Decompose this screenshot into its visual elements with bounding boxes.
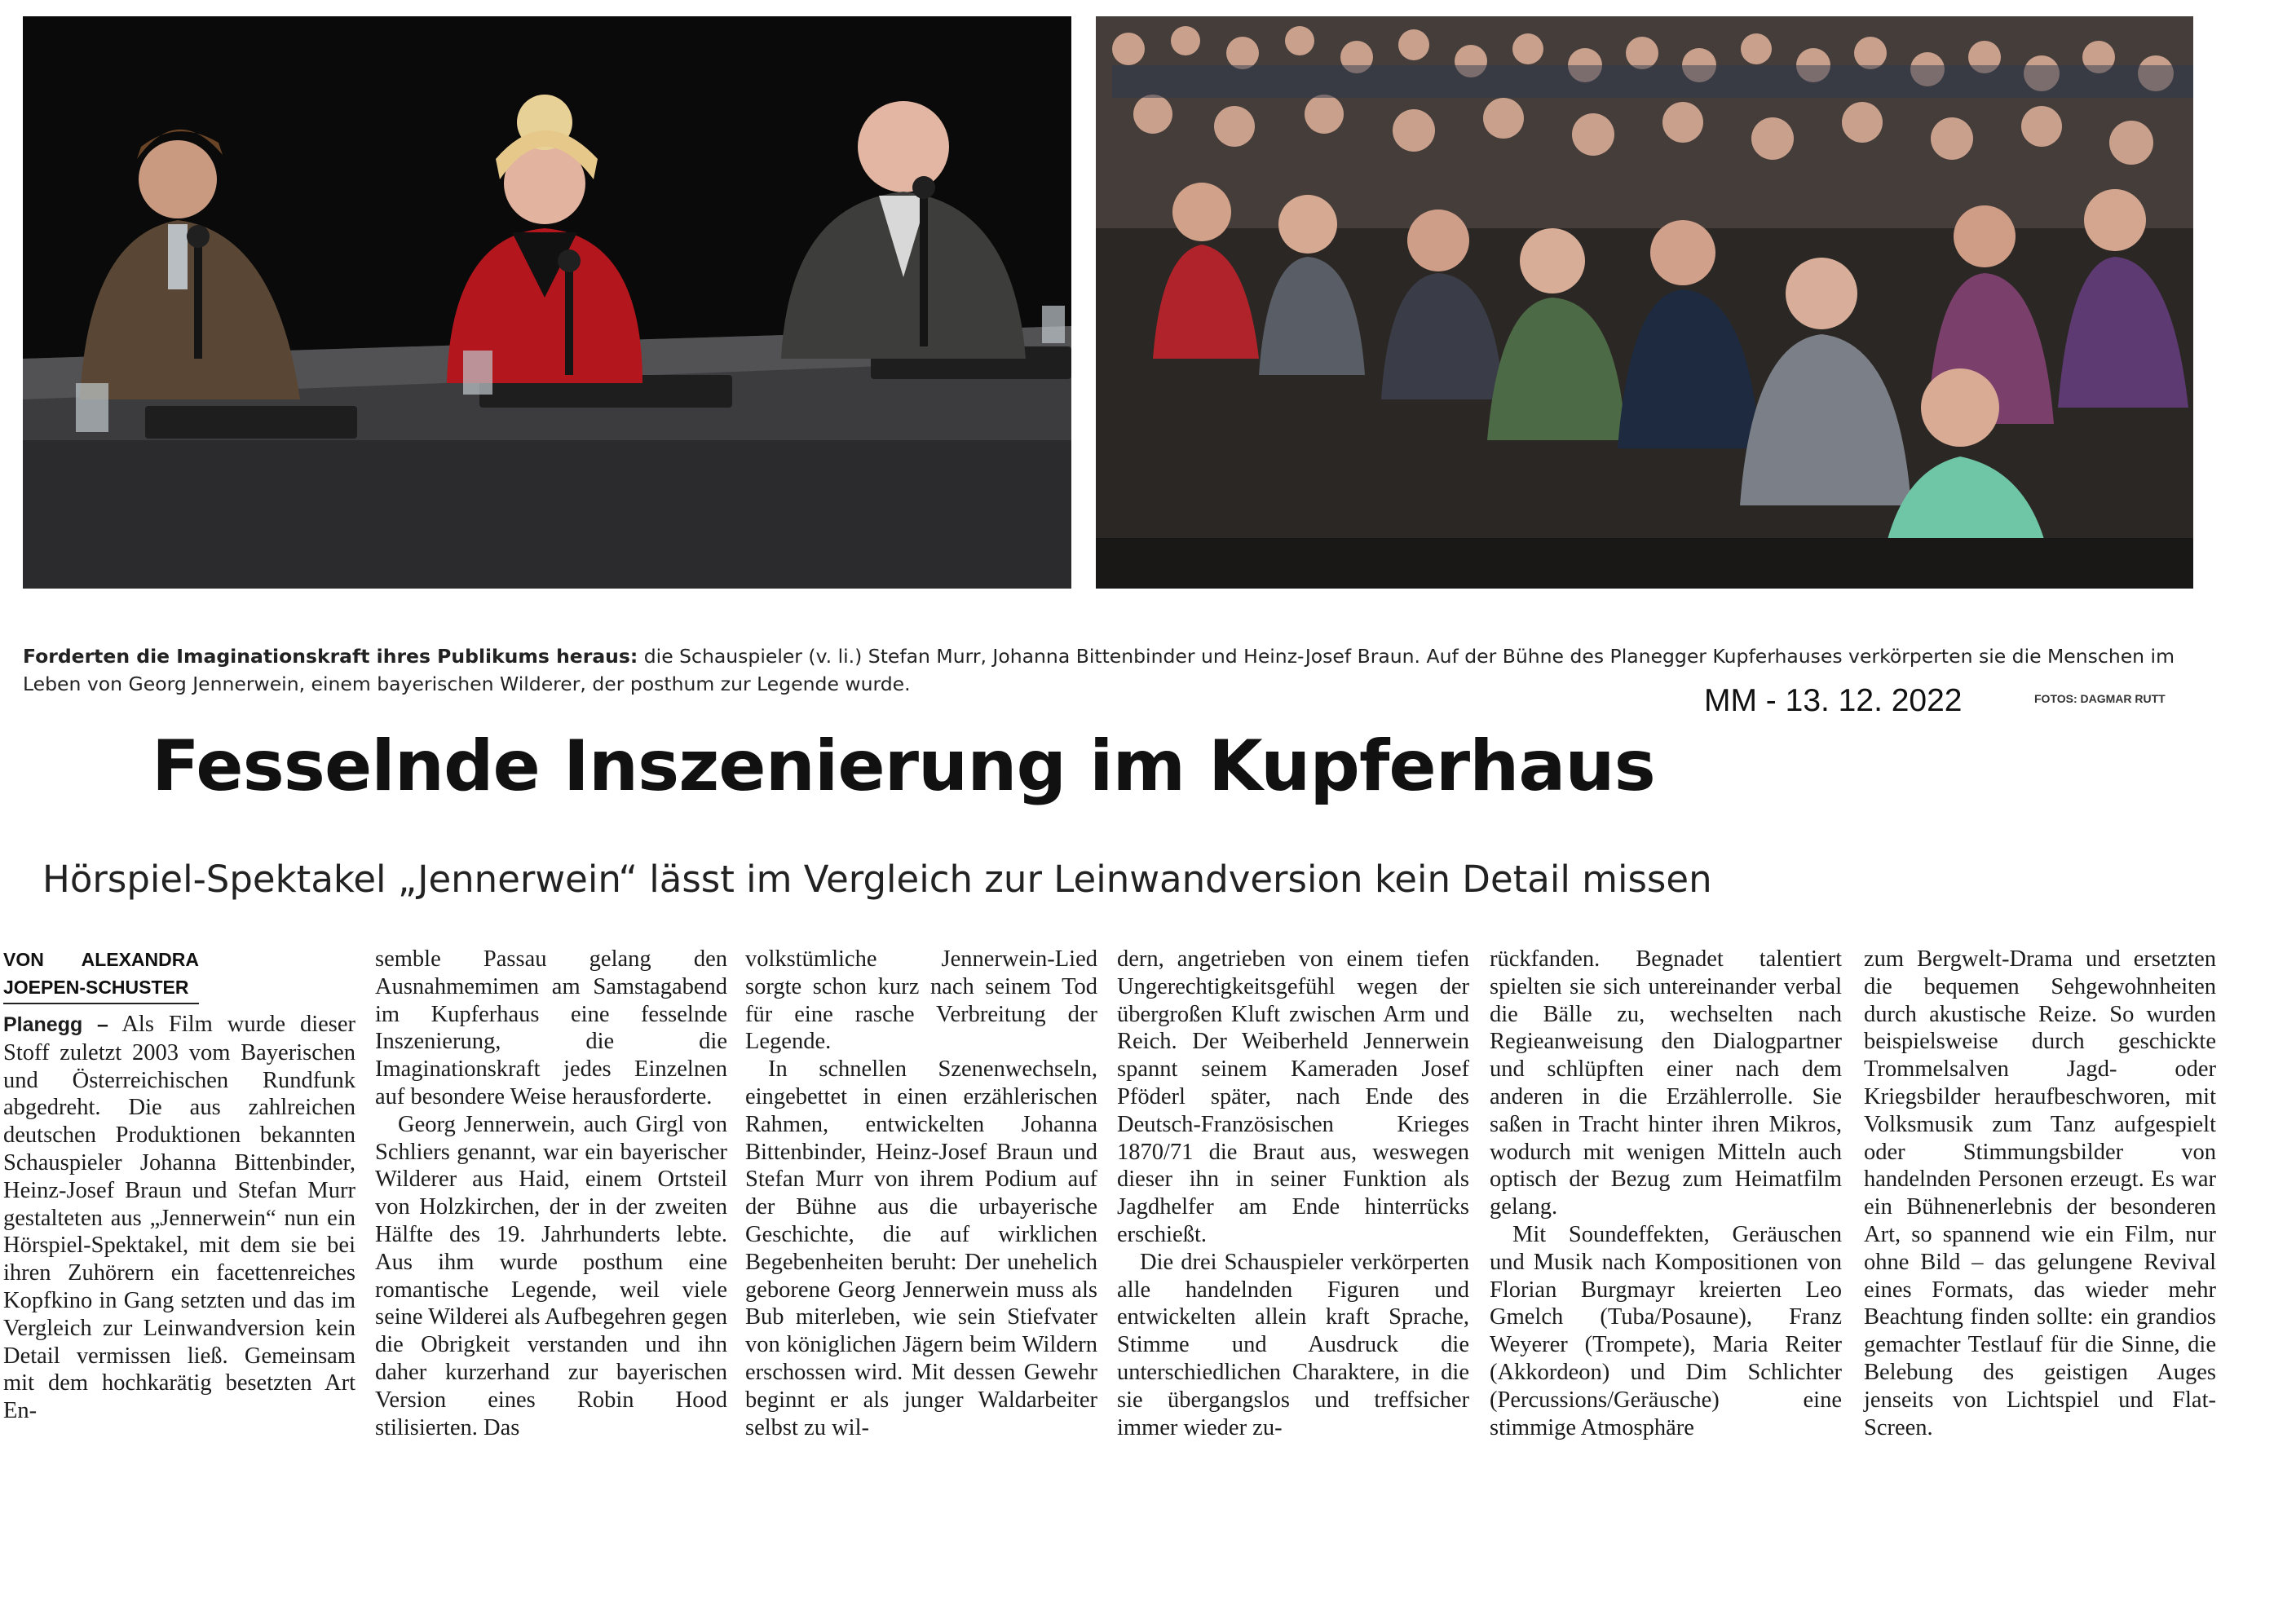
article-paragraph: In schnellen Szenenwechseln, eingebettet in einen erzählerischen Rahmen, entwickelten Johanna Bittenbinder, Heinz-Josef Braun und Stefan Murr von ihrem Podium auf der Bühne aus die urbayerische Geschichte, die auf wirklichen Begebenheiten beruht: Der unehelich geborene Georg Jennerwein muss als Bub miterleben, wie sein Stiefvater von königlichen Jägern beim Wildern erschossen wird. Mit dessen Gewehr beginnt er als junger Waldarbeiter selbst zu wil-: [745, 1056, 1097, 1440]
article-paragraph: Die drei Schauspieler verkörperten alle handelnden Figuren und entwickelten allein kraft Sprache, Stimme und Ausdruck die unterschiedlichen Charaktere, in die sie übergangslos und treffsicher immer wieder zu-: [1117, 1249, 1469, 1440]
stage-photo: [23, 16, 1071, 589]
article-paragraph: [3, 1011, 355, 1425]
article-column-1: [3, 946, 355, 1594]
article-paragraph: Georg Jennerwein, auch Girgl von Schliers genannt, war ein bayerischer Wilderer aus Haid, einem Ortsteil von Holzkirchen, der in der zweiten Hälfte des 19. Jahrhunderts lebte. Aus ihm wurde posthum eine romantische Legende, weil viele seine Wilderei als Aufbegehren gegen die Obrigkeit verstanden und ihn daher kurzerhand zur bayerischen Version eines Robin Hood stilisierten. Das: [375, 1111, 727, 1440]
article-column-3: [745, 946, 1097, 1594]
audience-photo: [1096, 16, 2193, 589]
article-paragraph: zum Bergwelt-Drama und ersetzten die bequemen Sehgewohnheiten durch akustische Reize. So wurden beispielsweise durch geschickte Trommelsalven Jagd- oder Kriegsbilder heraufbeschworen, mit Volksmusik zum Tanz aufgespielt oder Stimmungsbilder von handelnden Personen erzeugt. Es war ein Bühnenerlebnis der besonderen Art, so spannend wie ein Film, nur ohne Bild – das gelungene Revival eines Formats, das wieder mehr Beachtung finden sollte: ein grandios gemachter Testlauf für die Sinne, die Belebung des geistigen Auges jenseits von Lichtspiel und Flat-Screen.: [1864, 946, 2216, 1440]
article-paragraph: volkstümliche Jennerwein-Lied sorgte schon kurz nach seinem Tod für eine rasche Verbreitung der Legende.: [745, 946, 1097, 1055]
subheadline: Hörspiel-Spektakel „Jennerwein“ lässt im Vergleich zur Leinwandversion kein Detail missen: [42, 858, 1712, 901]
byline: VON ALEXANDRA JOEPEN-SCHUSTER: [3, 946, 199, 1004]
caption-lead: Forderten die Imaginationskraft ihres Publikums heraus:: [23, 645, 638, 668]
article-paragraph: Mit Soundeffekten, Geräuschen und Musik nach Kompositionen von Florian Burgmayr kreierten Leo Gmelch (Tuba/Posaune), Franz Weyerer (Trompete), Maria Reiter (Akkordeon) und Dim Schlichter (Percussions/Geräusche) eine stimmige Atmosphäre: [1490, 1221, 1842, 1440]
stage-illustration: [23, 16, 1071, 589]
article-paragraph: dern, angetrieben von einem tiefen Ungerechtigkeitsgefühl wegen der übergroßen Kluft zwischen Arm und Reich. Der Weiberheld Jennerwein spannt seinem Kameraden Josef Pföderl später, nach Ende des Deutsch-Französischen Krieges 1870/71 die Braut aus, weswegen dieser ihn in seiner Funktion als Jagdhelfer am Ende hinterrücks erschießt.: [1117, 946, 1469, 1247]
photo-credit: FOTOS: DAGMAR RUTT: [2034, 692, 2166, 705]
article-column-6: [1864, 946, 2216, 1594]
article-column-5: [1490, 946, 1842, 1594]
article-paragraph: rückfanden. Begnadet talentiert spielten sie sich untereinander verbal die Bälle zu, wechselten nach Regieanweisung den Dialogpartner und schlüpften einer nach dem anderen in die Erzählerrolle. Sie saßen in Tracht hinter ihren Mikros, wodurch mit wenigen Mitteln auch optisch der Bezug zum Heimatfilm gelang.: [1490, 946, 1842, 1220]
audience-illustration: [1096, 16, 2193, 589]
publication-dateline: MM - 13. 12. 2022: [1704, 683, 1963, 718]
article-column-4: [1117, 946, 1469, 1594]
article-paragraph: semble Passau gelang den Ausnahmemimen am Samstagabend im Kupferhaus eine fesselnde Inszenierung, die die Imaginationskraft jedes Einzelnen auf besondere Weise herausforderte.: [375, 946, 727, 1109]
article-text: Als Film wurde dieser Stoff zuletzt 2003 vom Bayerischen und Österreichischen Rundfunk abgedreht. Die aus zahlreichen deutschen Produktionen bekannten Schauspieler Johanna Bittenbinder, Heinz-Josef Braun und Stefan Murr gestalteten aus „Jennerwein“ nun ein Hörspiel-Spektakel, mit dem sie bei ihren Zuhörern ein facettenreiches Kopfkino in Gang setzten und das im Vergleich zur Leinwandversion kein Detail vermissen ließ. Gemeinsam mit dem hochkarätig besetzten Art En-: [3, 1012, 355, 1424]
headline: Fesselnde Inszenierung im Kupferhaus: [152, 726, 1655, 807]
caption-text: die Schauspieler (v. li.) Stefan Murr, Johanna Bittenbinder und Heinz-Josef Braun. Auf der Bühne des Planegger Kupferhauses verkörperten sie die Menschen im Leben von Georg Jennerwein, einem bayerischen Wilderer, der posthum zur Legende wurde.: [23, 645, 2175, 695]
dateline-place: Planegg –: [3, 1013, 108, 1036]
article-column-2: [375, 946, 727, 1594]
